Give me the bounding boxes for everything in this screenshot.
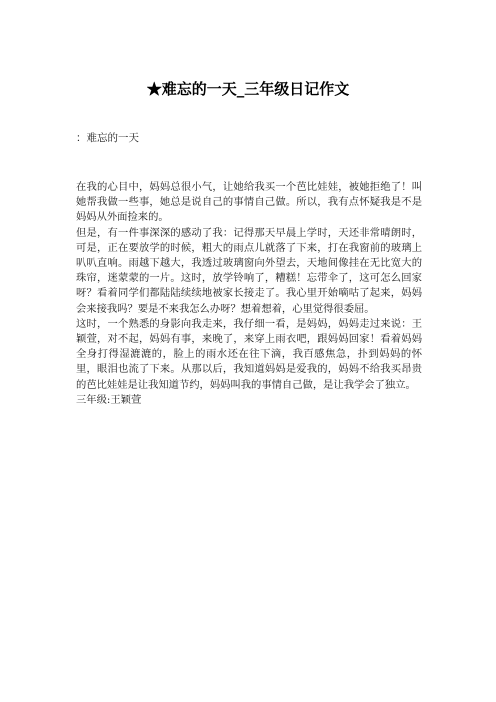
paragraph-1: 在我的心目中，妈妈总很小气，让她给我买一个芭比娃娃，被她拒绝了！叫她帮我做一些事，她总是说自己的事情自己做。所以，我有点怀疑我是不是妈妈从外面捡来的。	[76, 181, 422, 224]
author-line: 三年级:王颖萱	[76, 393, 142, 406]
page-title: ★难忘的一天_三年级日记作文	[146, 80, 350, 98]
paragraph-3: 这时，一个熟悉的身影向我走来，我仔细一看，是妈妈，妈妈走过来说：王颖萱，对不起，妈妈有事，来晚了，来穿上雨衣吧，跟妈妈回家！看着妈妈全身打得湿漉漉的，脸上的雨水还在往下滴，我百感焦急，扑到妈妈的怀里，眼泪也流了下来。从那以后，我知道妈妈是爱我的，妈妈不给我买昂贵的芭比娃娃是让我知道节约，妈妈叫我的事情自己做，是让我学会了独立。	[76, 317, 422, 391]
article-body	[76, 180, 422, 408]
paragraph-2: 但是，有一件事深深的感动了我：记得那天早晨上学时，天还非常晴朗时，可是，正在要放学的时候，粗大的雨点儿就落了下来，打在我窗前的玻璃上叭叭直响。雨越下越大，我透过玻璃窗向外望去，天地间像挂在无比宽大的珠帘，迷蒙蒙的一片。这时，放学铃响了，糟糕！忘带伞了，这可怎么回家呀？看着同学们都陆陆续续地被家长接走了。我心里开始嘀咕了起来，妈妈会来接我吗？要是不来我怎么办呀？想着想着，心里觉得很委屈。	[76, 226, 422, 315]
subtitle: ：难忘的一天	[76, 132, 139, 144]
